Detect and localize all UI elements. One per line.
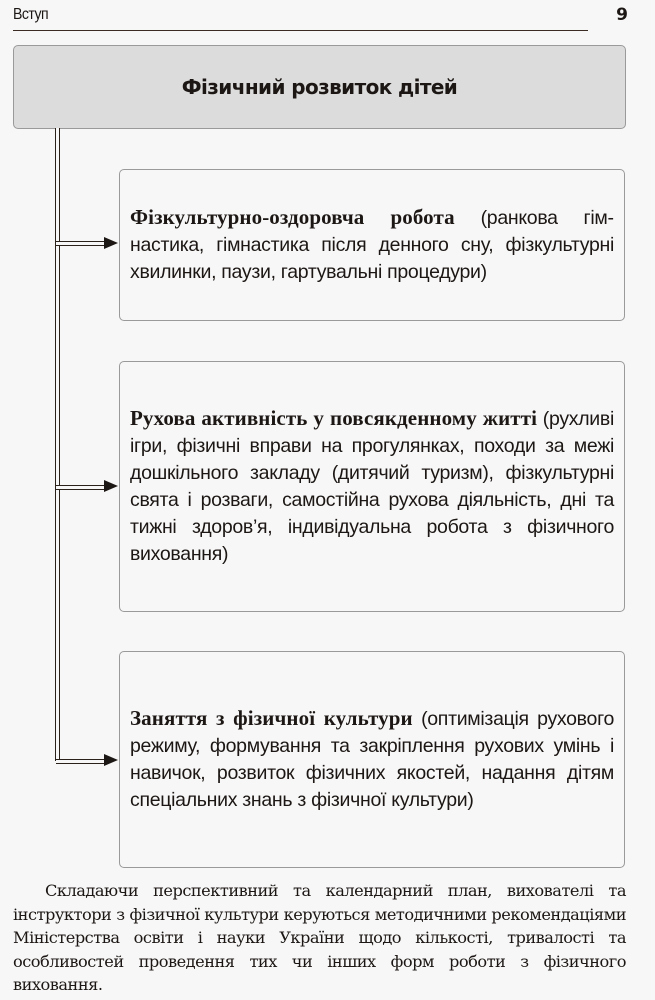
branch-description: (рухливі ігри, фізичні вправи на прогулянках, походи за межі дошкільного закладу (дитячий туризм), фізкультурні свята і розваги, самостійна рухова діяльність, дні та тижні здоров’я, індивідуальна робота з фізичного виховання) (130, 408, 614, 565)
diagram-branch-card (119, 651, 625, 868)
body-paragraph (13, 879, 626, 997)
header-rule (13, 30, 588, 31)
diagram-branch-card (119, 169, 625, 321)
branch-text (130, 405, 614, 568)
arrow-right-icon (104, 480, 118, 492)
branch-heading: Рухова активність у повсякденному житті (130, 406, 538, 430)
page-number: 9 (616, 5, 628, 25)
diagram-branch-card (119, 361, 625, 612)
arrow-right-icon (104, 237, 118, 249)
branch-heading: Фізкультурно-оздоровча робота (130, 205, 455, 229)
branch-description: (ранкова гімнастика, гімнастика після денного сну, фізкультурні хвилинки, паузи, гартувальні процедури) (130, 207, 614, 283)
branch-heading: Заняття з фізичної культури (130, 706, 413, 730)
arrow-right-icon (104, 754, 118, 766)
connector-branch-2 (56, 485, 106, 490)
connector-branch-3 (56, 759, 106, 764)
branch-text (130, 705, 614, 814)
branch-text (130, 204, 614, 286)
running-head: Вступ (13, 6, 49, 23)
body-paragraph-text: Складаючи перспективний та календарний план, вихователі та інструктори з фізичної культури керуються методичними рекомендаціями Міністерства освіти і науки України щодо кількості, тривалості та особливостей проведення тих чи інших форм роботи з фізичного виховання. (13, 881, 626, 994)
branch-description: (оптимізація рухового режиму, формування та закріплення рухових умінь і навичок, розвиток фізичних якостей, надання дітям спеціальних знань з фізичної культури) (130, 708, 614, 811)
connector-trunk (55, 128, 60, 761)
connector-branch-1 (56, 241, 106, 246)
diagram-root-box (13, 45, 626, 129)
diagram-root-title: Фізичний розвиток дітей (181, 75, 458, 99)
